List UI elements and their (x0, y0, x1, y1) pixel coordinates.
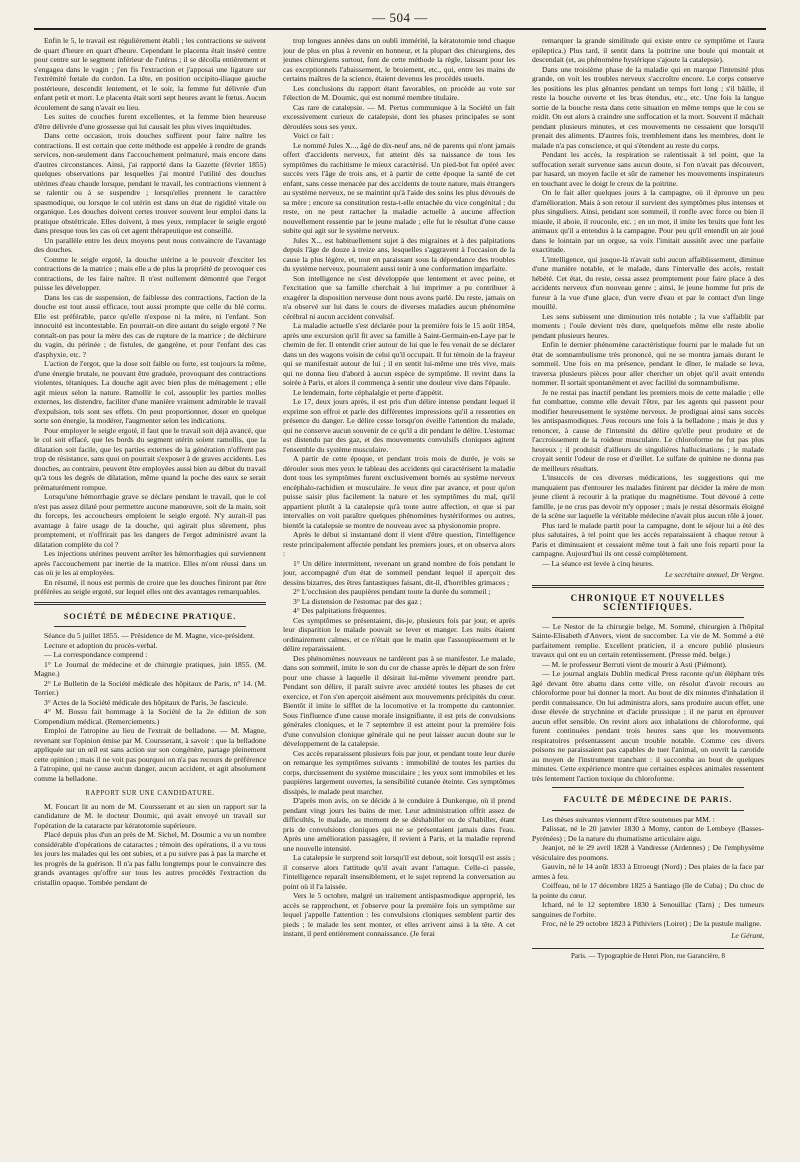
paragraph: Des phénomènes nouveaux ne tardèrent pas à se manifester. Le malade, dans son sommeil, imite le son du cor de chasse après le départ de son frère pour une chasse à laquelle il désirait lui-même vivement prendre part. Pendant son délire, il paraît suivre avec anxiété toutes les phases de cet exercice, et l'on s'en aperçoit aisément aux mouvements précipités du cœur. Bientôt il imite le sifflet de la locomotive et la trompette du cantonnier. Sous l'influence d'une cause morale insignifiante, il est pris de convulsions générales cloniques, et le 7 septembre il est atteint pour la première fois d'une convulsion clonique générale qui ne peut laisser aucun doute sur le développement de la catalepsie. (283, 653, 515, 748)
paragraph: Les sens subissent une diminution très notable ; la vue s'affaiblit par moments ; l'ouïe devient très dure, quelquefois même elle reste abolie pendant plusieurs heures. (532, 311, 764, 340)
paragraph: Les injections utérines peuvent arrêter les hémorrhagies qui surviennent après l'accouchement par inertie de la matrice. Elles m'ont réussi dans un cas où je les ai employées. (34, 549, 266, 577)
header-rule (34, 28, 766, 30)
thesis-entry: Froc, né le 29 octobre 1823 à Pithiviers (Loiret) ; De la pustule maligne. (542, 919, 762, 928)
paragraph: Pour employer le seigle ergoté, il faut que le travail soit déjà avancé, que le col soit effacé, que les bords du segment utérin soient ramollis, que la dilatation soit facile, que les parties externes de la génération n'offrent pas trop de résistance, sans quoi on pourrait s'exposer à de graves accidents. Les douches, au contraire, peuvent être employées aussi bien au début du travail qu'à tous les degrés de dilatation, même quand la poche des eaux se serait prématurément rompue. (34, 425, 266, 492)
printer-imprint: Paris. — Typographie de Henri Plon, rue Garancière, 8 (571, 952, 725, 960)
paragraph: Dans une troisième phase de la maladie qui en marque l'intensité plus grande, on voit les troubles nerveux s'accroître encore. Le corps conserve les positions les plus gênantes pendant un temps fort long ; s'il bâille, il reste la bouche ouverte et les bras étendus, etc., etc. Une fois la langue sortie de la bouche resta dans cette situation en même temps que le cou se roidit. On eut alors à craindre une suffocation et la mort. Souvent il mâchait pendant plusieurs minutes, et ces mouvements ne cessaient que lorsqu'il prenait des aliments. D'autres fois, tremblement dans les membres, dont le malade n'a pas conscience, et qui s'étendent au reste du corps. (532, 64, 764, 150)
paragraph: Lecture et adoption du procès-verbal. (44, 640, 158, 650)
paragraph: Comme le seigle ergoté, la douche utérine a le pouvoir d'exciter les contractions de la matrice ; mais elle a de plus la propriété de provoquer ces contractions, de les faire naître. Il n'est nullement démontré que l'ergot puisse les développer. (34, 254, 266, 292)
footer-rule (532, 948, 764, 949)
thesis-entry: Palissat, né le 20 janvier 1830 à Momy, canton de Lembeye (Basses-Pyrénées) ; De la nature du rhumatisme articulaire aigu. (532, 824, 764, 843)
paragraph: Enfin le 5, le travail est régulièrement établi ; les contractions se suivent de quart d'heure en quart d'heure. Cependant le placenta était inséré centre pour centre sur le segment inférieur de l'utérus ; il se décolla entièrement et s'engagea dans le vagin ; j'en fis l'extraction et j'apposai une ligature sur l'extrémité fœtale du cordon. La tête, en position occipito-iliaque gauche postérieure, descendit lentement, et le soir, la femme fut délivrée d'un enfant petit et mort. Le placenta était sorti sept heures avant le fœtus. Aucun écoulement de sang n'avait eu lieu. (34, 36, 266, 112)
paragraph: Voici ce fait : (293, 131, 334, 140)
section-heading-chronicle: CHRONIQUE ET NOUVELLES SCIENTIFIQUES. (570, 592, 726, 612)
paragraph: Pendant les accès, la respiration se ralentissait à tel point, que la suffocation serait survenue sans aucun doute, si l'on n'avait pas découvert, par hasard, un moyen facile et sûr de ramener les mouvements inspirateurs en touchant avec le doigt le creux de la poitrine. (532, 150, 764, 188)
paragraph: Son intelligence ne s'est développée que lentement et avec peine, et l'excitation que sa famille cherchait à lui imprimer a pu contribuer à exagérer la disposition nerveuse dont nous avons parlé. Du reste, jamais on n'a observé sur lui dans le cours de diverses maladies aucun phénomène cérébral ni aucun accident convulsif. (283, 273, 515, 321)
section-divider (34, 602, 266, 605)
paragraph: 4° Des palpitations fréquentes. (293, 606, 387, 615)
paragraph: Lorsqu'une hémorrhagie grave se déclare pendant le travail, que le col n'est pas assez dilaté pour permettre aucune manœuvre, soit de la main, soit du forceps, les accoucheurs emploient le seigle ergoté. N'y aurait-il pas avantage à faire usage de la douche, qui agirait plus sûrement, plus promptement, et n'offrirait pas les dangers de l'ergot administré avant la dilatation complète du col ? (34, 492, 266, 549)
paragraph: Le lendemain, forte céphalalgie et perte d'appétit. (293, 387, 444, 397)
paragraph: Les conclusions du rapport étant favorables, on procède au vote sur l'élection de M. Doumic, qui est nommé membre titulaire. (283, 83, 515, 102)
paragraph: Plus tard le malade partit pour la campagne, dont le séjour lui a été des plus salutaires, à tel point que les accès reparaissaient à chaque retour à Paris et diminuaient et cessaient même tout à fait une fois reparti pour la campagne. Aujourd'hui ils ont cessé complètement. (532, 520, 764, 558)
paragraph: En résumé, il nous est permis de croire que les douches finiront par être préférées au seigle ergoté, sur lequel elles ont des avantages remarquables. (34, 577, 266, 596)
paragraph: M. Foucart lit au nom de M. Coursserant et au sien un rapport sur la candidature de M. le docteur Doumic, qui avait envoyé un travail sur l'opération de la cataracte par kératotomie supérieure. (34, 801, 266, 830)
paragraph: 3° La distension de l'estomac par des gaz ; (293, 596, 422, 606)
paragraph: A partir de cette époque, et pendant trois mois de durée, je vois se dérouler sous mes yeux le tableau des accidents qui caractérisent la maladie dont tous les symptômes furent exclusivement bornés au système nerveux encéphalo-rachidien et musculaire. Je veux dire par avance, et pour qu'on puisse saisir plus facilement la nature et les symptômes du mal, qu'il appartient plutôt à la catalepsie qu'à toute autre affection, et que si par intervalles on voit paraître quelques phénomènes hystériformes ou autres, bientôt la catalepsie se montre de nouveau avec sa physionomie propre. (283, 454, 515, 530)
paragraph: D'après mon avis, on se décide à le conduire à Dunkerque, où il prend pendant vingt jours les bains de mer. Leur administration offrit assez de difficultés, le malade, au moment de se déshabiller ou de s'habiller, étant pris de convulsions cloniques qui ne se présentaient jamais dans l'eau. Après une amélioration passagère, il revient à Paris, et la maladie reprend une nouvelle intensité. (283, 796, 515, 853)
paragraph: 1° Un délire intermittent, revenant un grand nombre de fois pendant le jour, accompagné d'un état de sommeil pendant lequel il aperçoit des dessins bizarres, des êtres fantastiques faisant, dit-il, d'horribles grimaces ; (283, 558, 515, 587)
paragraph: Ces symptômes se présentaient, dis-je, plusieurs fois par jour, et après leur disparition le malade pouvait se lever et manger. Les nuits étaient ordinairement calmes, et ce n'était que le matin que l'assoupissement et le délire reparaissaient. (283, 615, 515, 653)
paragraph: Je ne restai pas inactif pendant les premiers mois de cette maladie ; elle fut combattue, comme elle devait l'être, par les agents qui passent pour modifier heureusement le système nerveux. Je prodiguai ainsi sans succès les antispasmodiques. J'eus recours une fois à la belladone ; mais je dus y renoncer, à cause de l'intensité du délire qu'elle peut produire et de l'accroissement de la roideur musculaire. Le chloroforme ne fut pas plus heureux ; il produisit d'ailleurs de singulières hallucinations ; le malade croyait sentir l'odeur de rose et d'œillet. Le sulfate de quinine ne donna pas de meilleurs résultats. (532, 387, 764, 473)
section-divider (552, 787, 744, 788)
paragraph: L'action de l'ergot, que la dose soit faible ou forte, est toujours la même, d'une énergie brutale, ne pouvant être graduée, provoquant des contractions violentes, tétaniques. La douche agit avec bien plus de ménagement ; elle agit mieux selon la nature. Ramollir le col, assouplir les parties molles externes, les distendre, faciliter d'une manière vraiment admirable le travail d'expulsion, tels sont ses effets. On peut proportionner, doser en quelque sorte son énergie, la modérer, l'augmenter selon les indications. (34, 359, 266, 425)
paragraph: Le 17, deux jours après, il est pris d'un délire intense pendant lequel il exprime son effroi et parle des différentes impressions qu'il a ressenties en présence du danger. Le délire cesse lorsqu'on éveille l'attention du malade, qui ne conserve aucun souvenir de ce qu'il a dit pendant le délire. L'estomac est distendu par des gaz, et des mouvements convulsifs cloniques agitent l'ensemble du système musculaire. (283, 397, 515, 454)
paragraph: Un parallèle entre les deux moyens peut nous convaincre de l'avantage des douches. (34, 235, 266, 254)
paragraph: Ces accès reparaissent plusieurs fois par jour, et pendant toute leur durée on remarque les symptômes suivants : immobilité de toutes les parties du corps, durcissement du système musculaire ; les yeux sont immobiles et les paupières largement ouvertes, la sensibilité cutanée éteinte. Ces symptômes dissipés, le malade peut marcher. (283, 748, 515, 796)
thesis-entry: Coiffeau, né le 17 décembre 1825 à Santiago (île de Cuba) ; Du choc de la pointe du cœur. (532, 881, 764, 900)
paragraph: remarquer la grande similitude qui existe entre ce symptôme et l'aura epileptica.) Plus tard, il sentit dans la poitrine une boule qui montait et descendait (et, au phénomène hystérique s'ajoute la catalepsie). (532, 36, 764, 64)
thesis-entry: Ichard, né le 12 septembre 1830 à Senouillac (Tarn) ; Des tumeurs sanguines de l'orbite. (532, 900, 764, 919)
paragraph: Après le début si instantané dont il vient d'être question, l'intelligence reste principalement affectée pendant les premiers jours, et on observa alors : (283, 530, 515, 558)
page-number: — 504 — (372, 10, 428, 25)
paragraph: La catalepsie le surprend soit lorsqu'il est debout, soit lorsqu'il est assis ; il conserve alors l'attitude qu'il avait avant l'attaque. Celle-ci passée, l'intelligence reparaît insensiblement, et le sujet reprend la conversation au point où il l'a laissée. (283, 853, 515, 891)
paragraph: trop longues années dans un oubli immérité, la kératotomie tend chaque jour de plus en plus à revenir en honneur, et la plupart des chirurgiens, des jeunes chirurgiens surtout, font de cette méthode la règle, laissant pour les cas exceptionnels l'abaissement, le broiement, etc., qui, entre les mains de certains maîtres de la science, étaient devenus les procédés usuels. (283, 36, 515, 83)
section-heading-society: SOCIÉTÉ DE MÉDECINE PRATIQUE. (63, 611, 237, 621)
paragraph: Jules X... est habituellement sujet à des migraines et à des palpitations depuis l'âge de douze à treize ans, lesquelles s'aggravent à l'occasion de la cause la plus légère, et, tout en paraissant sous la dépendance des troubles du système nerveux, pourraient aussi tenir à une conformation imparfaite. (283, 235, 515, 273)
paragraph: Séance du 5 juillet 1855. — Présidence de M. Magne, vice-président. (44, 631, 255, 640)
paragraph: 2° L'occlusion des paupières pendant toute la durée du sommeil ; (293, 587, 491, 596)
paragraph: Les suites de couches furent excellentes, et la femme bien heureuse d'être délivrée d'une grossesse qui lui causait les plus vives inquiétudes. (34, 112, 266, 131)
paragraph: Le nommé Jules X..., âgé de dix-neuf ans, né de parents qui n'ont jamais offert d'accidents nerveux, fut atteint dès sa naissance de tous les symptômes du rachitisme le mieux caractérisé. Un pied-bot fut opéré avec succès vers l'âge de trois ans, et à partir de cette époque la santé de cet enfant, sans cesse menacée par des accidents de toute nature, mais étrangers au système nerveux, ne se maintint qu'à l'aide des soins les plus dévoués de sa mère ; encore sa constitution resta-t-elle entachée du vice congénital ; du reste, on ne peut rattacher la maladie actuelle à aucune affection nouvellement ressentie par le jeune malade ; elle fut le résultat d'une cause subite qui agit sur le système nerveux. (283, 140, 515, 235)
section-divider (54, 626, 246, 627)
section-divider (532, 585, 764, 588)
paragraph: Les thèses suivantes viennent d'être soutenues par MM. : (542, 814, 715, 824)
paragraph: Cas rare de catalepsie. — M. Pertus communique à la Société un fait excessivement curieux de catalepsie, dont les phases principales se sont déroulées sous ses yeux. (283, 102, 515, 131)
paragraph: Dans les cas de suspension, de faiblesse des contractions, l'action de la douche est tout aussi efficace, tout aussi prompte que celle du blé cornu. Elle est préférable, parce qu'elle n'expose ni la mère, ni l'enfant. Son innocuité est incontestable. En pourrait-on dire autant du seigle ergoté ? Ne connaît-on pas pour la mère des cas de rupture de la matrice ; de déchirure du vagin, du périnée ; de fistules, de gangrène, et pour l'enfant des cas d'asphyxie, etc. ? (34, 292, 266, 359)
subsection-heading-report: RAPPORT SUR UNE CANDIDATURE. (85, 790, 215, 797)
paragraph: 4° M. Bossu fait hommage à la Société de la 2e édition de son Compendium médical. (Remerciements.) (34, 707, 266, 726)
paragraph: — La correspondance comprend : (44, 650, 148, 659)
paragraph: L'intelligence, qui jusque-là n'avait subi aucun affaiblissement, diminue d'une manière notable, et le malade, dans l'intervalle des accès, restait hébété. Cet état, du reste, cessa assez promptement pour faire place à des accidents nerveux d'un nouveau genre ; ainsi, le jeune homme fut pris de fureur à la vue d'une glace, d'un verre d'eau et par le contact d'un linge mouillé. (532, 254, 764, 311)
section-divider (552, 810, 744, 811)
paragraph: Emploi de l'atropine au lieu de l'extrait de belladone. — M. Magne, revenant sur l'opinion émise par M. Coursserant, à savoir : que la belladone appliquée sur un œil est sans action sur son congénère, partage pleinement cette opinion ; mais il ne voit pas pourquoi on n'a pas recours de préférence à l'atropine, qui ne cause aucun danger, aucun accident, et agit absolument comme la belladone. (34, 726, 266, 783)
paragraph: Enfin le dernier phénomène caractéristique fourni par le malade fut un état de somnambulisme très prononcé, qui ne se montra jamais durant le sommeil. Une fois en ma présence, pendant le dîner, le malade se leva, traversa plusieurs pièces pour aller chercher un objet qu'il avait entendu nommer. Il sortait spontanément et avec facilité du somnambulisme. (532, 340, 764, 387)
paragraph: 2° Le Bulletin de la Société médicale des hôpitaux de Paris, n° 14. (M. Terrier.) (34, 678, 266, 697)
paragraph: — Le journal anglais Dublin medical Press raconte qu'un éléphant très âgé devant être abattu dans cette ville, on résolut d'avoir recours au chloroforme pour lui donner la mort. Au bout de dix minutes d'inhalation il perdit connaissance. On lui administra alors, sans produire aucun effet, une dose élevée de strychnine et d'acide prussique ; il ne parut en éprouver aucun effet sensible. On revint alors aux inhalations de chloroforme, qui furent continuées pendant trois heures sans que les mouvements respiratoires présentassent aucun trouble notable. Comme ces divers poisons ne paraissaient pas capables de tuer l'animal, on ouvrit la carotide au moyen de l'instrument tranchant : il succomba au bout de quelques minutes. Cette expérience montre que certaines espèces animales ressentent très lentement l'action toxique du chloroforme. (532, 669, 764, 783)
paragraph: — M. le professeur Berruti vient de mourir à Asti (Piémont). (542, 659, 727, 669)
paragraph: La maladie actuelle s'est déclarée pour la première fois le 15 août 1854, après une excursion qu'il fit avec sa famille à Saint-Germain-en-Laye par le chemin de fer. Il entendit crier autour de lui que le feu venait de se déclarer dans un des wagons voisin de celui qu'il occupait. Il fut témoin de la frayeur qui se manifestait autour de lui ; il en sentit lui-même une très vive, mais qui ne donna lieu d'abord à aucun espèce de symptôme. Il revint dans la soirée à Paris, et alors il commença à sentir une douleur vive dans l'épaule. (283, 321, 515, 387)
paragraph: — La séance est levée à cinq heures. (542, 558, 654, 568)
section-divider (552, 617, 744, 618)
gerant-signature: Le Gérant, (731, 930, 764, 940)
column-right (532, 36, 764, 1148)
paragraph: L'insuccès de ces diverses médications, les suggestions qui me manquaient pas d'entourer les malades finirent par décider la mère de mon jeune client à recourir à la pratique du magnétisme. Tout dévoué à cette famille, je ne crus pas devoir m'y opposer ; mais je restai désormais éloigné de la scène sur laquelle la véritable médecine n'avait plus aucun rôle à jouer. (532, 473, 764, 520)
paragraph: Dans cette occasion, trois douches suffirent pour faire naître les contractions. Il est certain que cette méthode est appelée à rendre de grands services, non-seulement dans l'accouchement prématuré, mais encore dans d'autres circonstances. Ainsi, j'ai rapporté dans la Gazette (février 1855) quelques observations par lesquelles j'ai montré l'utilité des douches utérines d'eau chaude lorsque, pendant le travail, les contractions viennent à se ralentir ou à se suspendre ; lorsqu'elles prennent le caractère spasmodique, ou lorsque le col utérin est dans un état de rigidité vitale ou organique. Les douches doivent certes trouver souvent leur emploi dans la pratique obstétricale. Elles doivent, à mes yeux, remplacer le seigle ergoté dans presque tous les cas où cet agent thérapeutique est conseillé. (34, 131, 266, 235)
column-left (34, 36, 266, 1148)
column-middle (283, 36, 515, 1148)
thesis-entry: Gauvin, né le 14 août 1833 à Etroeugt (Nord) ; Des plaies de la face par armes à feu. (532, 862, 764, 881)
paragraph: — Le Nestor de la chirurgie belge, M. Sommé, chirurgien à l'hôpital Sainte-Elisabeth d'Anvers, vient de succomber. La vie de M. Sommé a été parfaitement remplie. Excellent praticien, il a encore publié plusieurs travaux qui ont eu un certain retentissement. (Presse méd. belge.) (532, 621, 764, 659)
secretary-signature: Le secrétaire annuel, Dr Vergne. (665, 570, 764, 579)
paragraph: Vers le 5 octobre, malgré un traitement antispasmodique approprié, les accès se rapprochent, et j'observe pour la première fois un symptôme sur lequel j'appelle l'attention : les convulsions cloniques semblent partir des pieds ; le malade les sent monter, et elles arrivent ainsi à la tête. A cet instant, il perd entièrement connaissance. (Je ferai (283, 891, 515, 938)
thesis-entry: Jeanjot, né le 29 avril 1828 à Vandresse (Ardennes) ; De l'emphysème vésiculaire des poumons. (532, 843, 764, 862)
section-heading-faculty: FACULTÉ DE MÉDECINE DE PARIS. (563, 795, 733, 804)
paragraph: Placé depuis plus d'un an près de M. Sichel, M. Doumic a vu un nombre considérable d'opérations de cataractes ; témoin des opérations, il a vu tous les jours les malades qui les ont subies, et a pu suivre pas à pas la marche et les progrès de la guérison. Il n'a pas fallu longtemps pour le convaincre des grands avantages qu'offre sur tous les autres procédés l'extraction du cristallin opaque. Tombée pendant de (34, 830, 266, 887)
paragraph: On le fait aller quelques jours à la campagne, où il éprouve un peu d'amélioration. Mais à son retour il survient des symptômes plus intenses et plus singuliers. Ainsi, pendant son sommeil, il ronfle avec force ou bien il miaule, il aboie, il roucoule, etc. ; en un mot, il imite les bruits que font les animaux qu'il a entendus à la campagne. Pour peu qu'il entendît un air joué dans le lointain par un orgue, sa voix l'imitait aussitôt avec une parfaite exactitude. (532, 188, 764, 254)
paragraph: 3° Actes de la Société médicale des hôpitaux de Paris, 3e fascicule. (44, 697, 248, 707)
paragraph: 1° Le Journal de médecine et de chirurgie pratiques, juin 1855. (M. Magne.) (34, 659, 266, 678)
